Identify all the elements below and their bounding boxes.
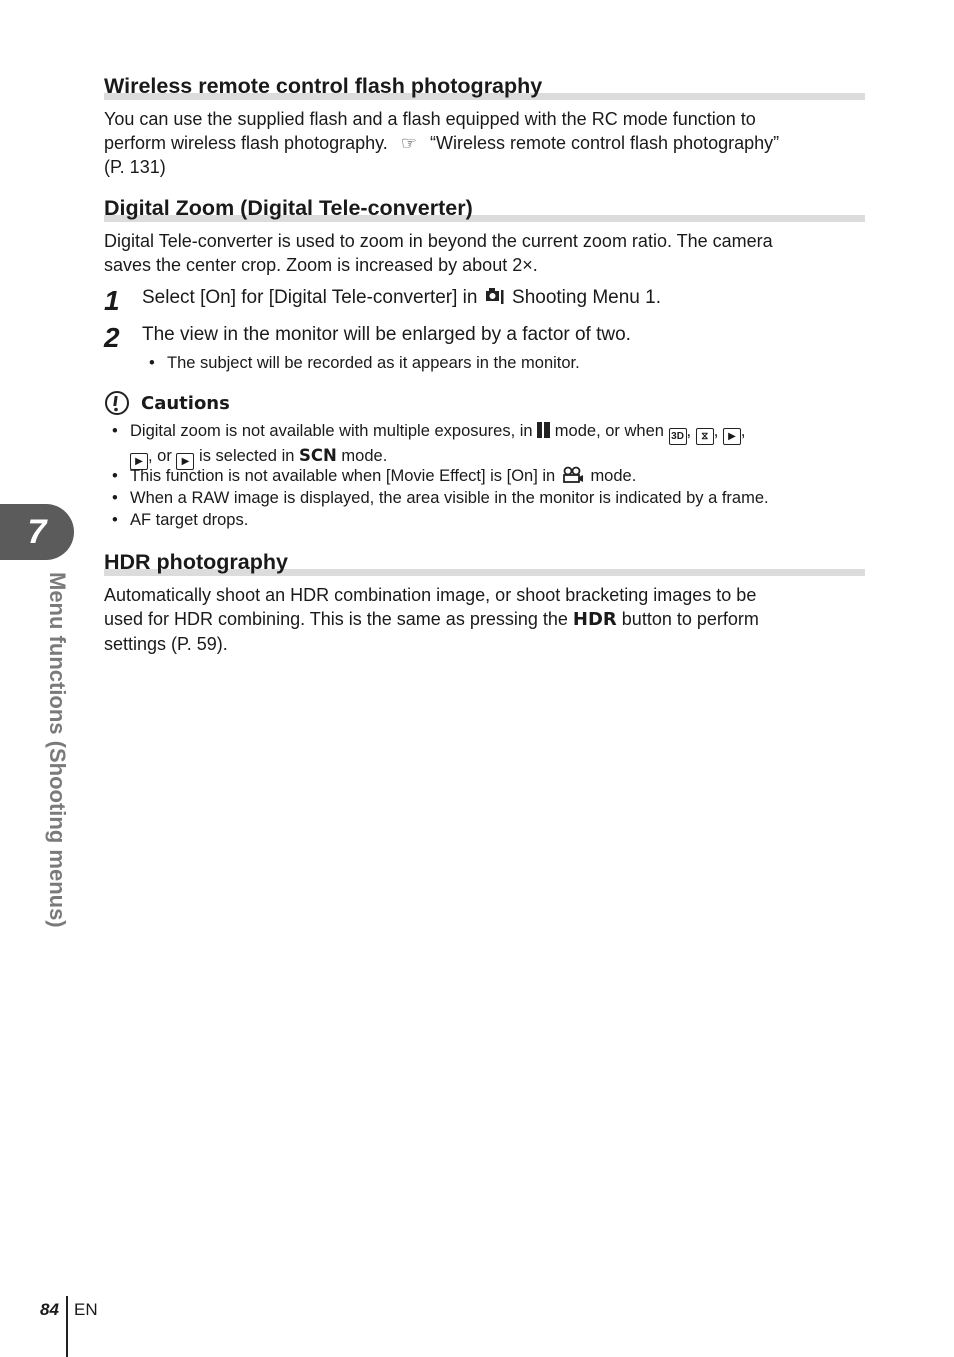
digital-zoom-body: Digital Tele-converter is used to zoom in beyond the current zoom ratio. The camera saves the center crop. Zoom is increased by about 2×. (104, 231, 773, 275)
list-item: • Digital zoom is not available with multiple exposures, in mode, or when 3D , ⧖ , ▶ , ▶ , or ▶ is selected in SCN mode. (112, 420, 852, 470)
movie-mode-icon (562, 466, 584, 484)
section-title-wireless: Wireless remote control flash photography (104, 73, 865, 99)
hdr-button-label: HDR (572, 609, 617, 630)
reference-hand-icon: ☞ (400, 133, 417, 153)
chapter-label: Menu functions (Shooting menus) (45, 572, 70, 928)
list-item: • The subject will be recorded as it appears in the monitor. (149, 354, 580, 372)
step-text: The view in the monitor will be enlarged by a factor of two. (142, 324, 631, 345)
list-item: • This function is not available when [Movie Effect] is [On] in mode. (112, 467, 637, 485)
wireless-body: You can use the supplied flash and a flash equipped with the RC mode function to perform wireless flash photography. ☞ “Wireless remote control flash photography” (P. 131) (104, 109, 780, 177)
bracket-mode-icon-2: ▶ (130, 453, 148, 470)
scn-label: SCN (299, 446, 337, 465)
camera-menu-icon (485, 286, 505, 306)
chapter-number: 7 (27, 513, 47, 551)
3d-mode-icon: 3D (669, 428, 687, 445)
step-number: 1 (104, 285, 120, 316)
section-title-digital-zoom: Digital Zoom (Digital Tele-converter) (104, 195, 865, 221)
section-title-hdr: HDR photography (104, 549, 865, 575)
page-number: 84 (40, 1300, 59, 1319)
step-text: Select [On] for [Digital Tele-converter] in Shooting Menu 1. (142, 287, 661, 308)
list-item: • When a RAW image is displayed, the area visible in the monitor is indicated by a frame. (112, 489, 769, 507)
list-item: • AF target drops. (112, 511, 249, 529)
bracket-mode-icon: ▶ (723, 428, 741, 445)
multi-exposure-mode-icon (537, 422, 550, 438)
hdr-body: Automatically shoot an HDR combination image, or shoot bracketing images to be used for HDR combining. This is the same as pressing the HDR button to perform settings (P. 59). (104, 585, 759, 654)
language-label: EN (74, 1300, 98, 1319)
panorama-mode-icon: ⧖ (696, 428, 714, 445)
step-number: 2 (104, 322, 120, 353)
caution-icon (104, 390, 130, 416)
bracket-mode-icon-3: ▶ (176, 453, 194, 470)
footer-divider (66, 1296, 68, 1357)
